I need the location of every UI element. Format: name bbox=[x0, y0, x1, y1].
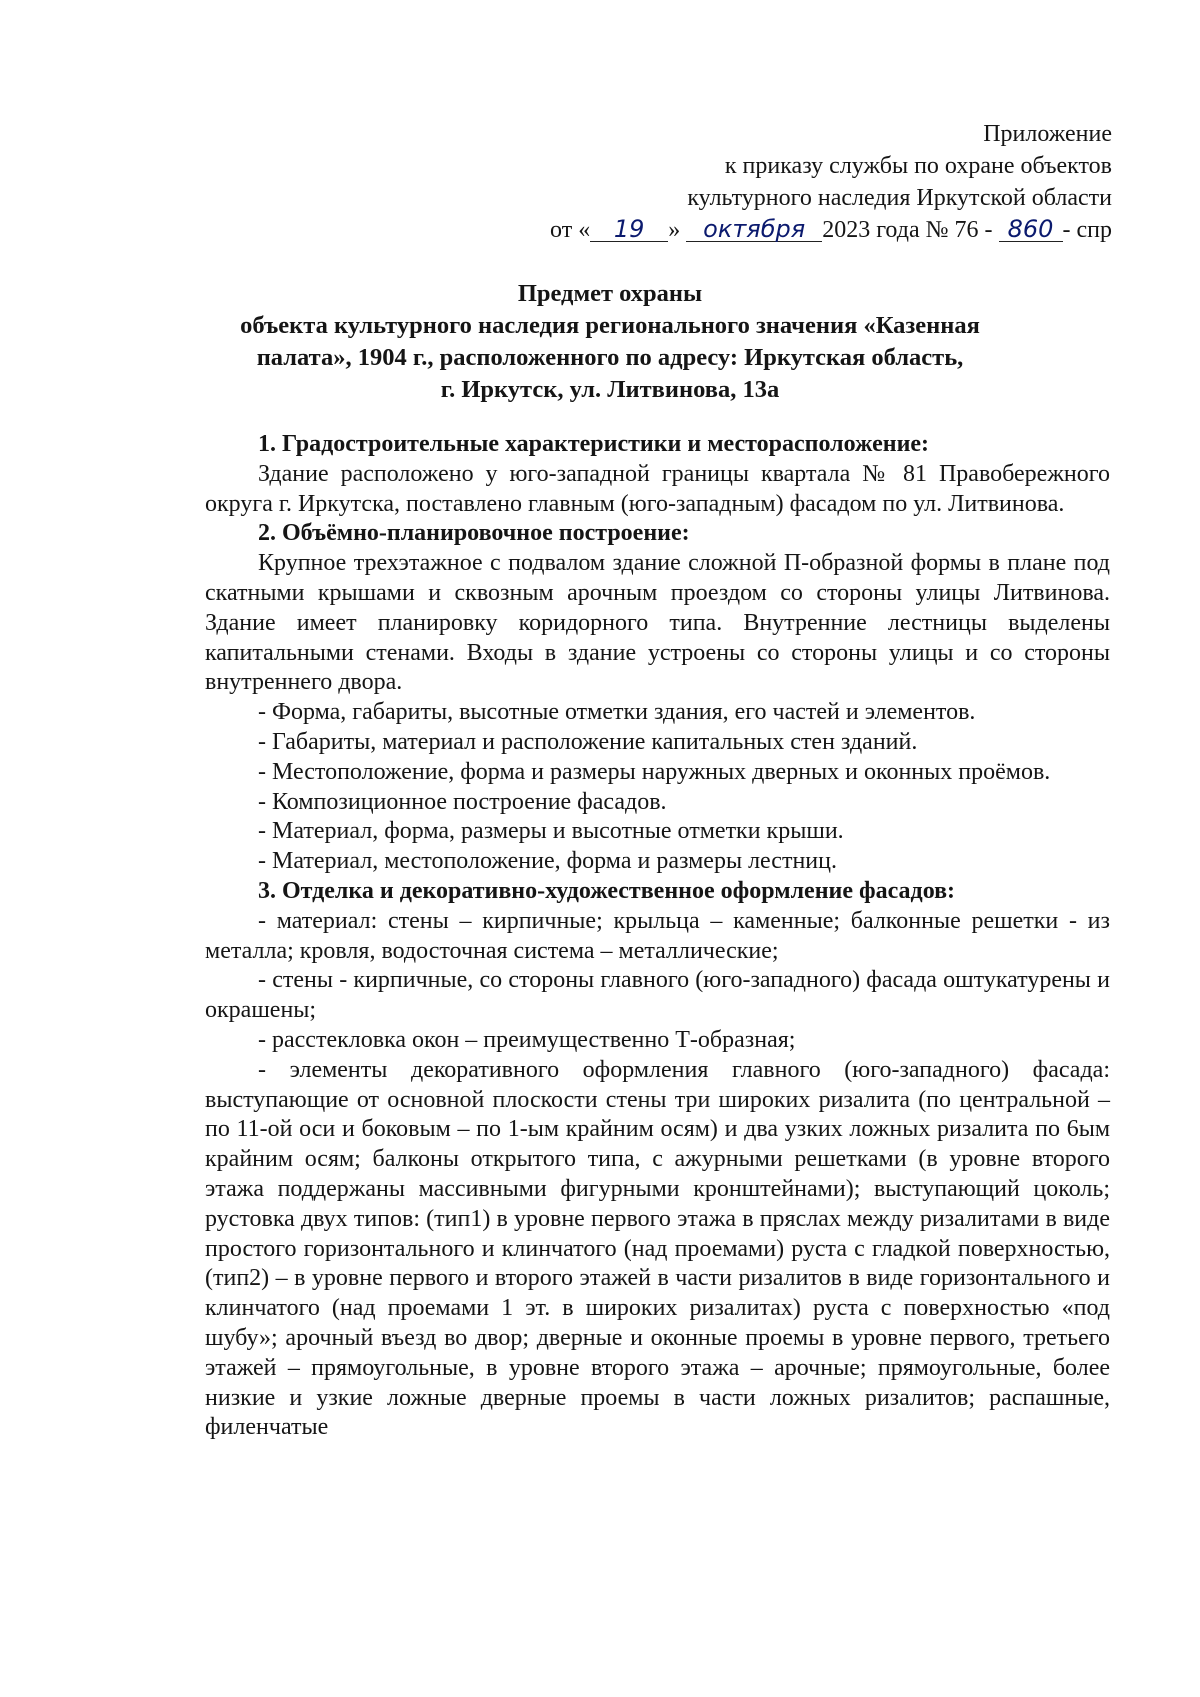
handwritten-month: октября bbox=[686, 217, 822, 242]
document-title bbox=[140, 278, 1080, 406]
title-line1: Предмет охраны bbox=[517, 280, 703, 307]
appendix-header bbox=[472, 118, 1112, 246]
order-reference-line2: культурного наследия Иркутской области bbox=[687, 185, 1112, 211]
section2-item: - Композиционное построение фасадов. bbox=[258, 788, 667, 815]
date-year-text: 2023 года № 76 - bbox=[822, 217, 993, 243]
section3-item: - материал: стены – кирпичные; крыльца – каменные; балконные решетки - из металла; кровля, водосточная система – металлические; bbox=[205, 907, 1110, 964]
order-suffix: - спр bbox=[1062, 217, 1112, 243]
order-reference-line1: к приказу службы по охране объектов bbox=[724, 153, 1112, 179]
date-prefix: от « bbox=[550, 217, 591, 243]
title-line3: палата», 1904 г., расположенного по адресу: Иркутская область, bbox=[256, 344, 964, 371]
appendix-title: Приложение bbox=[983, 121, 1112, 147]
section2-item: - Форма, габариты, высотные отметки здания, его частей и элементов. bbox=[258, 699, 976, 726]
date-mid: » bbox=[668, 217, 681, 243]
section2-item: - Материал, местоположение, форма и размеры лестниц. bbox=[258, 848, 837, 875]
section3-heading: 3. Отделка и декоративно-художественное оформление фасадов: bbox=[258, 877, 956, 904]
document-body bbox=[205, 430, 1110, 1443]
section2-item: - Местоположение, форма и размеры наружных дверных и оконных проёмов. bbox=[258, 758, 1051, 785]
section2-heading: 2. Объёмно-планировочное построение: bbox=[258, 520, 690, 547]
section1-text: Здание расположено у юго-западной границы квартала № 81 Правобережного округа г. Иркутска, поставлено главным (юго-западным) фасадом по ул. Литвинова. bbox=[205, 460, 1110, 517]
section3-item: - расстекловка окон – преимущественно Т-образная; bbox=[258, 1026, 796, 1053]
section2-item: - Габариты, материал и расположение капитальных стен зданий. bbox=[258, 728, 918, 755]
section3-item: - элементы декоративного оформления главного (юго-западного) фасада: выступающие от основной плоскости стены три широких ризалита (по центральной – по 11-ой оси и боковым – по 1-ым крайним осям) и два узких ложных ризалита по 6ым крайним осям; балконы открытого типа, с ажурными решетками (в уровне второго этажа поддержаны массивными фигурными кронштейнами); выступающий цоколь; рустовка двух типов: (тип1) в уровне первого этажа в пряслах между ризалитами в виде простого горизонтального и клинчатого (над проемами) руста с гладкой поверхностью, (тип2) – в уровне первого и второго этажей в части ризалитов в виде горизонтального и клинчатого (над проемами 1 эт. в широких ризалитах) руста с поверхностью «под шубу»; арочный въезд во двор; дверные и оконные проемы в уровне первого, третьего этажей – прямоугольные, в уровне второго этажа – арочные; прямоугольные, более низкие и узкие ложные дверные проемы в части ложных ризалитов; распашные, филенчатые bbox=[205, 1056, 1110, 1441]
handwritten-order-number: 860 bbox=[999, 217, 1063, 242]
title-line4: г. Иркутск, ул. Литвинова, 13а bbox=[440, 376, 780, 403]
order-date-line bbox=[472, 214, 1112, 246]
section2-item: - Материал, форма, размеры и высотные отметки крыши. bbox=[258, 818, 844, 845]
title-line2: объекта культурного наследия регионального значения «Казенная bbox=[240, 312, 980, 339]
section3-item: - стены - кирпичные, со стороны главного (юго-западного) фасада оштукатурены и окрашены; bbox=[205, 967, 1110, 1024]
section1-heading: 1. Градостроительные характеристики и месторасположение: bbox=[258, 431, 930, 457]
section2-text: Крупное трехэтажное с подвалом здание сложной П-образной формы в плане под скатными крышами и сквозным арочным проездом со стороны улицы Литвинова. Здание имеет планировку коридорного типа. Внутренние лестницы выделены капитальными стенами. Входы в здание устроены со стороны улицы и со стороны внутреннего двора. bbox=[205, 550, 1110, 696]
handwritten-day: 19 bbox=[590, 217, 668, 242]
